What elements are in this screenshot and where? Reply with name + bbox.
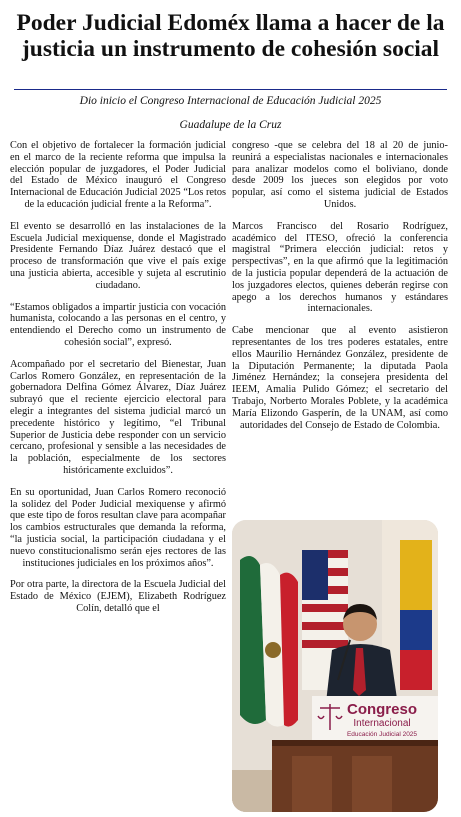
banner-title: Congreso: [346, 701, 418, 718]
paragraph: “Estamos obligados a impartir justicia con vocación humanista, colocando a las personas en el centro, y entendiendo el Derecho como un instrumento de cohesión social”, expresó.: [10, 301, 226, 348]
paragraph: Por otra parte, la directora de la Escuela Judicial del Estado de México (EJEM), Elizabeth Rodríguez Colín, detalló que el: [10, 579, 226, 614]
paragraph: En su oportunidad, Juan Carlos Romero reconoció la solidez del Poder Judicial mexiquense y afirmó que este tipo de foros resultan clave para acompañar los cambios estructurales que demanda la reforma, “la justicia social, la participación ciudadana y el nuevo constitucionalismo serán ejes rectores de las instituciones judiciales en los próximos años”.: [10, 486, 226, 569]
author-byline: Guadalupe de la Cruz: [179, 119, 282, 131]
event-photo: [232, 520, 438, 812]
subtitle: Dio inicio el Congreso Internacional de Educación Judicial 2025: [79, 95, 382, 107]
right-column: [232, 140, 448, 441]
mexican-flag-icon: [240, 556, 298, 727]
paragraph: Con el objetivo de fortalecer la formación judicial en el marco de la reciente reforma que impulsa la elección popular de juzgadores, el Poder Judicial del Estado de México inauguró el Congreso Internacional de Educación Judicial 2025 “Los retos de la educación judicial frente a la Reforma”.: [10, 140, 226, 210]
paragraph: congreso -que se celebra del 18 al 20 de junio- reunirá a especialistas nacionales e internacionales para analizar modelos como el boliviano, donde desde 2009 los jueces son elegidos por voto popular, así como el sistema judicial de Estados Unidos.: [232, 140, 448, 210]
paragraph: Cabe mencionar que al evento asistieron representantes de los tres poderes estatales, entre ellos Maurilio Hernández González, presidente de la Diputación Permanente; la diputada Paola Jiménez Hernández; la consejera presidenta del IEEM, Amalia Pulido Gómez; el secretario del Trabajo, Norberto Morales Poblete, y la académica María Elizondo Gasperín, de la UNAM, así como autoridades del Consejo de Estado de Colombia.: [232, 325, 448, 431]
paragraph: El evento se desarrolló en las instalaciones de la Escuela Judicial mexiquense, donde el Magistrado Presidente Fernando Díaz Juárez destacó que el proceso de transformación que vive el país exige una justicia abierta, accesible y sujeta al escrutinio ciudadano.: [10, 220, 226, 291]
paragraph: Acompañado por el secretario del Bienestar, Juan Carlos Romero González, en representación de la gobernadora Delfina Gómez Álvarez, Díaz Juárez subrayó que el reciente ejercicio electoral para elegir a integrantes del sistema judicial marcó un precedente histórico y legítimo, “el Tribunal Superior de Justicia debe responder con un servicio cercano, profesional y sensible a las necesidades de la población, especialmente de los sectores históricamente excluidos”.: [10, 358, 226, 476]
banner-line-2: Internacional: [353, 718, 411, 729]
left-column: [10, 140, 226, 625]
headline-divider: [14, 89, 447, 90]
paragraph: Marcos Francisco del Rosario Rodríguez, académico del ITESO, ofreció la conferencia magistral “Primera elección judicial: retos y perspectivas”, en la que afirmó que la legitimación de la justicia popular dependerá de la actuación de los juzgadores electos, quienes deberán regirse con apego a los derechos humanos y estándares internacionales.: [232, 220, 448, 315]
banner-line-3: Educación Judicial 2025: [346, 731, 418, 738]
event-photo-illustration: [232, 520, 438, 812]
headline: Poder Judicial Edoméx llama a hacer de la justicia un instrumento de cohesión social: [16, 10, 445, 62]
flag-right-icon: [400, 540, 432, 690]
